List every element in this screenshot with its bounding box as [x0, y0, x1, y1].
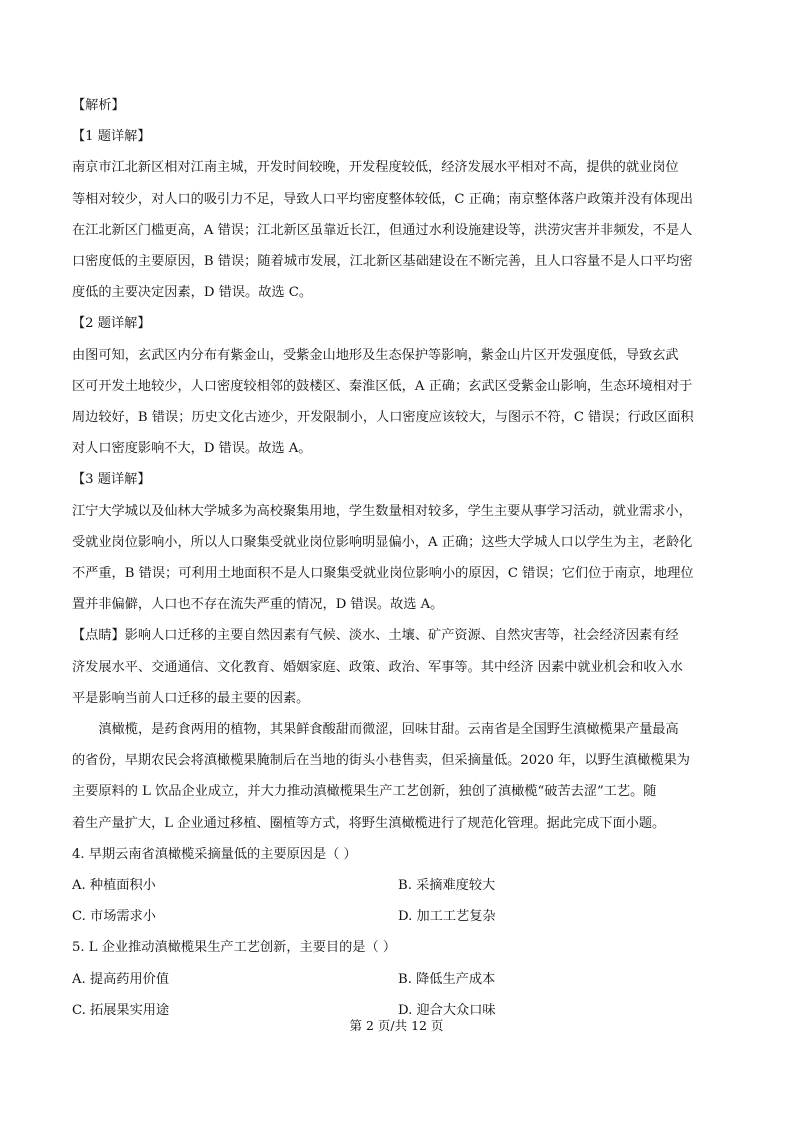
- option-a: A. 种植面积小: [72, 878, 156, 894]
- option-d: D. 加工工艺复杂: [398, 909, 496, 925]
- question-stem: 4. 早期云南省滇橄榄采摘量低的主要原因是（ ）: [72, 846, 357, 862]
- option-d: D. 迎合大众口味: [398, 1002, 496, 1018]
- text-line: 在江北新区门槛更高，A 错误；江北新区虽靠近长江，但通过水利设施建设等，洪涝灾害并非频发，不是人: [72, 222, 693, 238]
- text-line: 南京市江北新区相对江南主城，开发时间较晚，开发程度较低，经济发展水平相对不高，提供的就业岗位: [72, 160, 679, 176]
- text-line: 济发展水平、交通通信、文化教育、婚姻家庭、政策、政治、军事等。其中经济 因素中就业机会和收入水: [72, 659, 683, 675]
- option-b: B. 降低生产成本: [398, 971, 496, 987]
- option-row: [72, 901, 724, 932]
- option-row: [72, 964, 724, 995]
- option-c: C. 拓展果实用途: [72, 1002, 170, 1018]
- text-line: 不严重，B 错误；可利用土地面积不是人口聚集受就业岗位影响小的原因，C 错误；它们位于南京，地理位: [72, 566, 694, 582]
- option-b: B. 采摘难度较大: [398, 878, 496, 894]
- option-row: [72, 870, 724, 901]
- q2-detail-text: [72, 340, 724, 465]
- q3-detail-text: [72, 496, 724, 621]
- text-line: 区可开发土地较少，人口密度较相邻的鼓楼区、秦淮区低，A 正确；玄武区受紫金山影响，生态环境相对于: [72, 378, 693, 394]
- question-stem: 5. L 企业推动滇橄榄果生产工艺创新，主要目的是（ ）: [72, 940, 397, 956]
- tip-text: [72, 620, 724, 714]
- text-line: 平是影响当前人口迁移的最主要的因素。: [72, 690, 310, 706]
- text-line: 受就业岗位影响小，所以人口聚集受就业岗位影响明显偏小，A 正确；这些大学城人口以学生为主，老龄化: [72, 534, 693, 550]
- text-line: 置并非偏僻，人口也不存在流失严重的情况，D 错误。故选 A。: [72, 597, 444, 613]
- text-line: 着生产量扩大，L 企业通过移植、圈植等方式，将野生滇橄榄进行了规范化管理。据此完成下面小题。: [72, 815, 666, 831]
- q2-detail-heading: 【2 题详解】: [72, 316, 151, 332]
- text-line: 滇橄榄，是药食两用的植物，其果鲜食酸甜而微涩，回味甘甜。云南省是全国野生滇橄榄果产量最高: [98, 722, 679, 738]
- text-line: 江宁大学城以及仙林大学城多为高校聚集用地，学生数量相对较多，学生主要从事学习活动，就业需求小，: [72, 503, 692, 519]
- q1-detail-text: [72, 152, 724, 308]
- question-5: [72, 932, 724, 1026]
- text-line: 等相对较少，对人口的吸引力不足，导致人口平均密度整体较低，C 正确；南京整体落户政策并没有体现出: [72, 191, 693, 207]
- text-line: 周边较好，B 错误；历史文化古迹少，开发限制小，人口密度应该较大，与图示不符，C 错误；行政区面积: [72, 410, 694, 426]
- text-line: 对人口密度影响不大，D 错误。故选 A。: [72, 441, 312, 457]
- page-number-footer: 第 2 页/共 12 页: [349, 1018, 444, 1033]
- q3-detail-heading: 【3 题详解】: [72, 472, 151, 488]
- text-line: 由图可知，玄武区内分布有紫金山，受紫金山地形及生态保护等影响，紫金山片区开发强度低，导致玄武: [72, 347, 679, 363]
- analysis-label: 【解析】: [72, 98, 125, 113]
- text-line: 度低的主要决定因素，D 错误。故选 C。: [72, 285, 313, 301]
- option-a: A. 提高药用价值: [72, 971, 170, 987]
- text-line: 口密度低的主要原因，B 错误；随着城市发展，江北新区基础建设在不断完善，且人口容量不是人口平均密: [72, 254, 693, 270]
- text-line: 【点睛】影响人口迁移的主要自然因素有气候、淡水、土壤、矿产资源、自然灾害等，社会经济因素有经: [72, 628, 679, 644]
- text-line: 主要原料的 L 饮品企业成立，并大力推动滇橄榄果生产工艺创新，独创了滇橄榄“破苦去涩”工艺。随: [72, 784, 657, 800]
- page-content: [72, 90, 724, 1026]
- text-line: 的省份，早期农民会将滇橄榄果腌制后在当地的街头小巷售卖，但采摘量低。2020 年，以野生滇橄榄果为: [72, 753, 690, 769]
- option-c: C. 市场需求小: [72, 909, 156, 925]
- question-4: [72, 839, 724, 933]
- q1-detail-heading: 【1 题详解】: [72, 129, 151, 145]
- reading-passage: [72, 714, 724, 839]
